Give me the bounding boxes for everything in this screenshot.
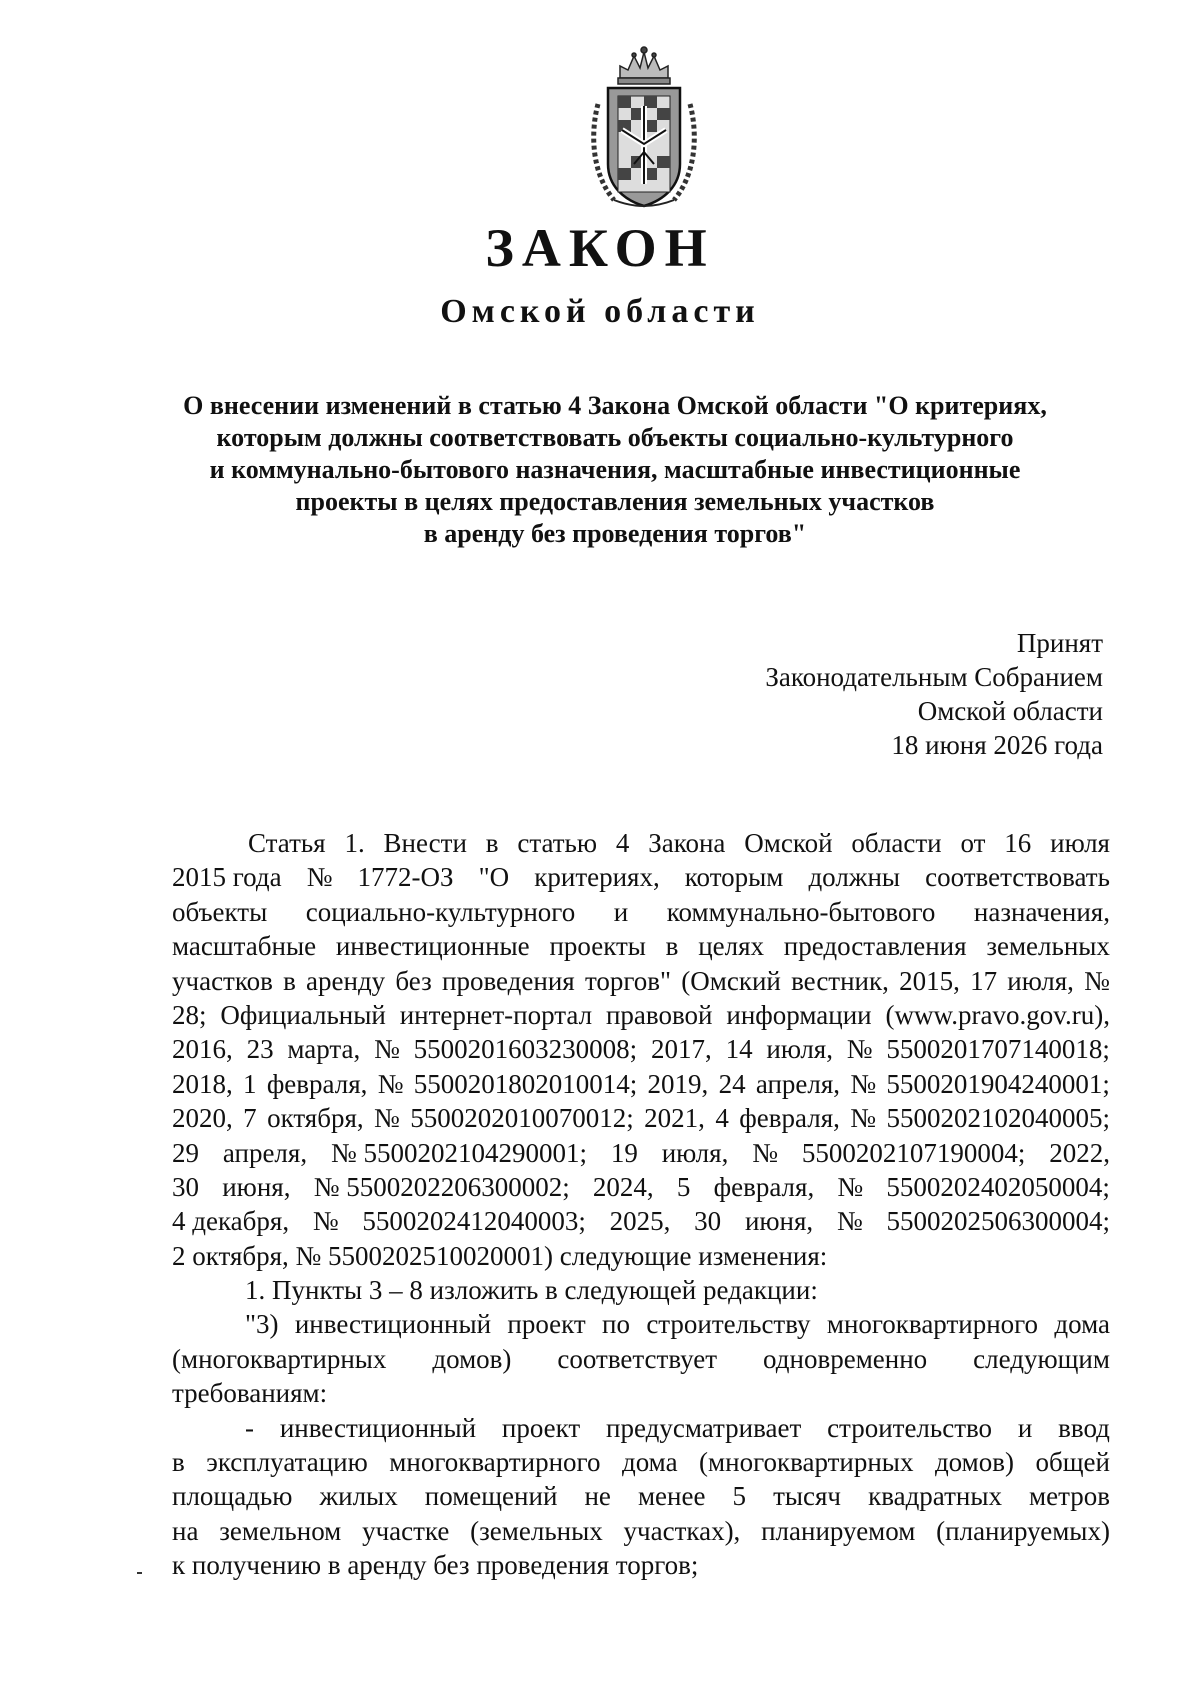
body-word: земельных: [986, 931, 1110, 962]
law-name-line: которым должны соответствовать объекты социально-культурного: [216, 423, 1014, 452]
body-word: дома: [1054, 1309, 1110, 1340]
body-word: проект: [501, 1412, 581, 1443]
body-word: 4: [615, 828, 630, 858]
adoption-block: [765, 626, 1103, 762]
law-name-heading: [150, 390, 1080, 550]
body-word: Внести: [383, 828, 467, 858]
body-word: 2015 года: [172, 862, 282, 893]
body-word: №: [1084, 965, 1110, 996]
body-word: №: [837, 1171, 864, 1202]
body-line: 2 октября, № 5500202510020001) следующие изменения:: [172, 1240, 828, 1271]
body-word: июля,: [661, 1137, 729, 1168]
body-word: 7: [243, 1103, 257, 1134]
body-line: [172, 1479, 1110, 1513]
body-word: №: [836, 1206, 863, 1237]
body-word: планируемом: [761, 1515, 916, 1546]
body-word: 2021,: [644, 1103, 705, 1134]
body-word: на: [172, 1515, 199, 1546]
body-word: Статья: [248, 828, 326, 858]
body-word: социально-культурного: [305, 896, 576, 927]
body-line: [172, 1170, 1110, 1204]
body-word: №: [846, 1034, 873, 1065]
body-line: [172, 964, 1110, 998]
body-word: 2024,: [592, 1171, 654, 1202]
law-name-line: и коммунально-бытового назначения, масштабные инвестиционные: [209, 455, 1021, 484]
body-word: аренду: [306, 965, 386, 996]
body-word: Закона: [648, 828, 726, 858]
body-word: участков: [172, 965, 273, 996]
body-line: [172, 1445, 1110, 1479]
body-word: не: [584, 1481, 611, 1512]
body-word: инвестиционный: [294, 1309, 492, 1340]
body-line: [172, 1411, 1110, 1445]
law-name-line: проекты в целях предоставления земельных участков: [295, 487, 935, 516]
body-word: интернет-портал: [399, 999, 593, 1030]
body-word: площадью: [172, 1481, 293, 1512]
body-word: правовой: [605, 999, 713, 1030]
body-word: одновременно: [763, 1343, 928, 1374]
body-word: Омской: [744, 828, 833, 858]
coat-of-arms-emblem: [584, 44, 704, 212]
body-word: 30: [694, 1206, 722, 1237]
body-word: №: [374, 1103, 400, 1134]
body-word: без: [395, 965, 432, 996]
body-word: 2022,: [1049, 1137, 1110, 1168]
body-line: [172, 1307, 1110, 1341]
body-word: соответствовать: [925, 862, 1110, 893]
body-word: 5500202402050004;: [886, 1171, 1110, 1202]
body-word: 30: [172, 1171, 199, 1202]
body-word: марта,: [287, 1034, 361, 1065]
margin-mark: [137, 1572, 142, 1574]
body-word: проекты: [549, 931, 646, 962]
body-line: [172, 1342, 1110, 1376]
body-word: в: [665, 931, 679, 962]
body-line: [172, 895, 1110, 929]
body-word: дома: [621, 1447, 678, 1478]
body-word: и: [613, 896, 629, 927]
body-word: июля,: [1007, 965, 1074, 996]
body-word: 2018,: [172, 1068, 233, 1099]
body-word: 5500201707140018;: [886, 1034, 1110, 1065]
body-word: "О: [478, 862, 510, 893]
body-word: статью: [517, 828, 598, 858]
body-word: общей: [1035, 1447, 1110, 1478]
body-word: № 5500202206300002;: [313, 1171, 570, 1202]
body-word: октября,: [267, 1103, 364, 1134]
body-word: ввод: [1058, 1412, 1110, 1443]
body-word: которым: [684, 862, 784, 893]
adoption-line: Омской области: [917, 696, 1103, 726]
body-word: должны: [808, 862, 901, 893]
body-word: тысяч: [773, 1481, 842, 1512]
body-word: -: [245, 1412, 254, 1443]
body-word: предусматривает: [606, 1412, 802, 1443]
body-word: домов): [934, 1447, 1014, 1478]
body-line: [172, 826, 1110, 860]
body-word: февраля,: [266, 1068, 368, 1099]
body-word: 5500201603230008;: [413, 1034, 638, 1065]
body-word: в: [283, 965, 296, 996]
body-word: торгов": [584, 965, 672, 996]
body-line: [172, 1101, 1110, 1135]
body-word: апреля,: [755, 1068, 841, 1099]
body-word: 14: [725, 1034, 753, 1065]
body-word: по: [602, 1309, 630, 1340]
article-body: [172, 826, 1110, 1583]
body-word: 23: [246, 1034, 274, 1065]
body-word: №: [306, 862, 333, 893]
adoption-line: Принят: [1016, 628, 1103, 658]
body-word: (планируемых): [936, 1515, 1110, 1546]
body-word: 5500202107190004;: [801, 1137, 1026, 1168]
body-line: [172, 1032, 1110, 1066]
body-word: 19: [610, 1137, 638, 1168]
body-word: проведения: [442, 965, 575, 996]
body-word: №: [374, 1034, 400, 1065]
body-word: 4 декабря,: [172, 1206, 290, 1237]
body-word: 5: [732, 1481, 747, 1512]
body-word: (земельных: [470, 1515, 603, 1546]
body-word: домов): [432, 1343, 512, 1374]
body-word: строительство: [827, 1412, 993, 1443]
body-word: объекты: [172, 896, 268, 927]
body-word: апреля,: [222, 1137, 308, 1168]
body-word: 5500202010070012;: [410, 1103, 634, 1134]
body-word: февраля,: [713, 1171, 815, 1202]
body-word: №: [752, 1137, 778, 1168]
body-word: 4: [715, 1103, 729, 1134]
body-word: области: [851, 828, 942, 858]
adoption-line: Законодательным Собранием: [765, 662, 1103, 692]
body-word: в: [172, 1447, 185, 1478]
body-word: земельном: [219, 1515, 342, 1546]
body-word: 24: [718, 1068, 746, 1099]
body-word: инвестиционный: [279, 1412, 477, 1443]
body-word: №: [312, 1206, 339, 1237]
body-word: проект: [507, 1309, 586, 1340]
body-word: №: [377, 1068, 404, 1099]
body-line: [172, 1204, 1110, 1238]
body-word: 5500201802010014;: [413, 1068, 638, 1099]
body-word: 1772-ОЗ: [357, 862, 454, 893]
body-line: [172, 929, 1110, 963]
body-word: эксплуатацию: [206, 1447, 368, 1478]
body-word: Официальный: [220, 999, 386, 1030]
body-word: "3): [245, 1309, 279, 1340]
body-line: [172, 860, 1110, 894]
body-word: № 5500202104290001;: [330, 1137, 587, 1168]
body-word: назначения,: [973, 896, 1110, 927]
body-line: требованиям:: [172, 1378, 328, 1409]
body-word: следующим: [973, 1343, 1110, 1374]
body-word: 5500202412040003;: [362, 1206, 586, 1237]
body-word: метров: [1029, 1481, 1110, 1512]
body-word: июля,: [766, 1034, 833, 1065]
body-word: инвестиционные: [335, 931, 530, 962]
body-word: 2016,: [172, 1034, 233, 1065]
body-word: 2020,: [172, 1103, 233, 1134]
body-line: 1. Пункты 3 – 8 изложить в следующей редакции:: [245, 1275, 818, 1306]
body-word: от: [960, 828, 986, 858]
body-word: (многоквартирных: [699, 1447, 914, 1478]
body-word: помещений: [424, 1481, 558, 1512]
body-word: 5: [676, 1171, 691, 1202]
body-word: 5500202102040005;: [886, 1103, 1110, 1134]
body-word: 5500201904240001;: [886, 1068, 1110, 1099]
body-word: менее: [637, 1481, 706, 1512]
body-word: информации: [726, 999, 872, 1030]
body-word: июня,: [744, 1206, 814, 1237]
body-line: [172, 1514, 1110, 1548]
body-word: коммунально-бытового: [666, 896, 936, 927]
body-word: 1.: [344, 828, 365, 858]
body-word: соответствует: [557, 1343, 718, 1374]
body-word: 2015,: [899, 965, 960, 996]
body-line: [172, 998, 1110, 1032]
body-word: участках),: [623, 1515, 741, 1546]
body-word: целях: [698, 931, 765, 962]
law-name-line: О внесении изменений в статью 4 Закона Омской области "О критериях,: [183, 391, 1047, 420]
body-word: многоквартирного: [826, 1309, 1039, 1340]
body-word: вестник,: [791, 965, 889, 996]
body-line: [172, 1136, 1110, 1170]
body-word: 5500202506300004;: [886, 1206, 1110, 1237]
body-word: критериях,: [534, 862, 660, 893]
document-subtitle: Омской области: [440, 293, 760, 330]
body-word: (www.pravo.gov.ru),: [885, 999, 1110, 1030]
body-word: строительству: [646, 1309, 811, 1340]
body-word: 2017,: [651, 1034, 712, 1065]
body-word: участке: [362, 1515, 450, 1546]
body-line: [172, 1067, 1110, 1101]
document-title: ЗАКОН: [485, 218, 715, 278]
body-word: в: [485, 828, 499, 858]
body-word: июня,: [222, 1171, 291, 1202]
body-word: июля: [1050, 828, 1110, 858]
body-word: и: [1017, 1412, 1033, 1443]
body-word: 28;: [172, 999, 207, 1030]
law-name-line: в аренду без проведения торгов": [423, 519, 807, 548]
adoption-date: 18 июня 2026 года: [891, 730, 1103, 760]
body-word: масштабные: [172, 931, 317, 962]
body-word: 2025,: [609, 1206, 671, 1237]
body-word: 17: [970, 965, 998, 996]
body-word: (многоквартирных: [172, 1343, 387, 1374]
body-word: №: [850, 1068, 877, 1099]
body-word: февраля,: [739, 1103, 840, 1134]
body-word: квадратных: [868, 1481, 1002, 1512]
body-word: 1: [243, 1068, 257, 1099]
body-word: (Омский: [681, 965, 781, 996]
body-word: предоставления: [783, 931, 967, 962]
body-word: 2019,: [647, 1068, 709, 1099]
body-word: жилых: [319, 1481, 398, 1512]
body-line: к получению в аренду без проведения торгов;: [172, 1550, 699, 1581]
body-word: 29: [172, 1137, 199, 1168]
body-word: №: [850, 1103, 877, 1134]
body-word: 16: [1004, 828, 1032, 858]
body-word: многоквартирного: [389, 1447, 601, 1478]
